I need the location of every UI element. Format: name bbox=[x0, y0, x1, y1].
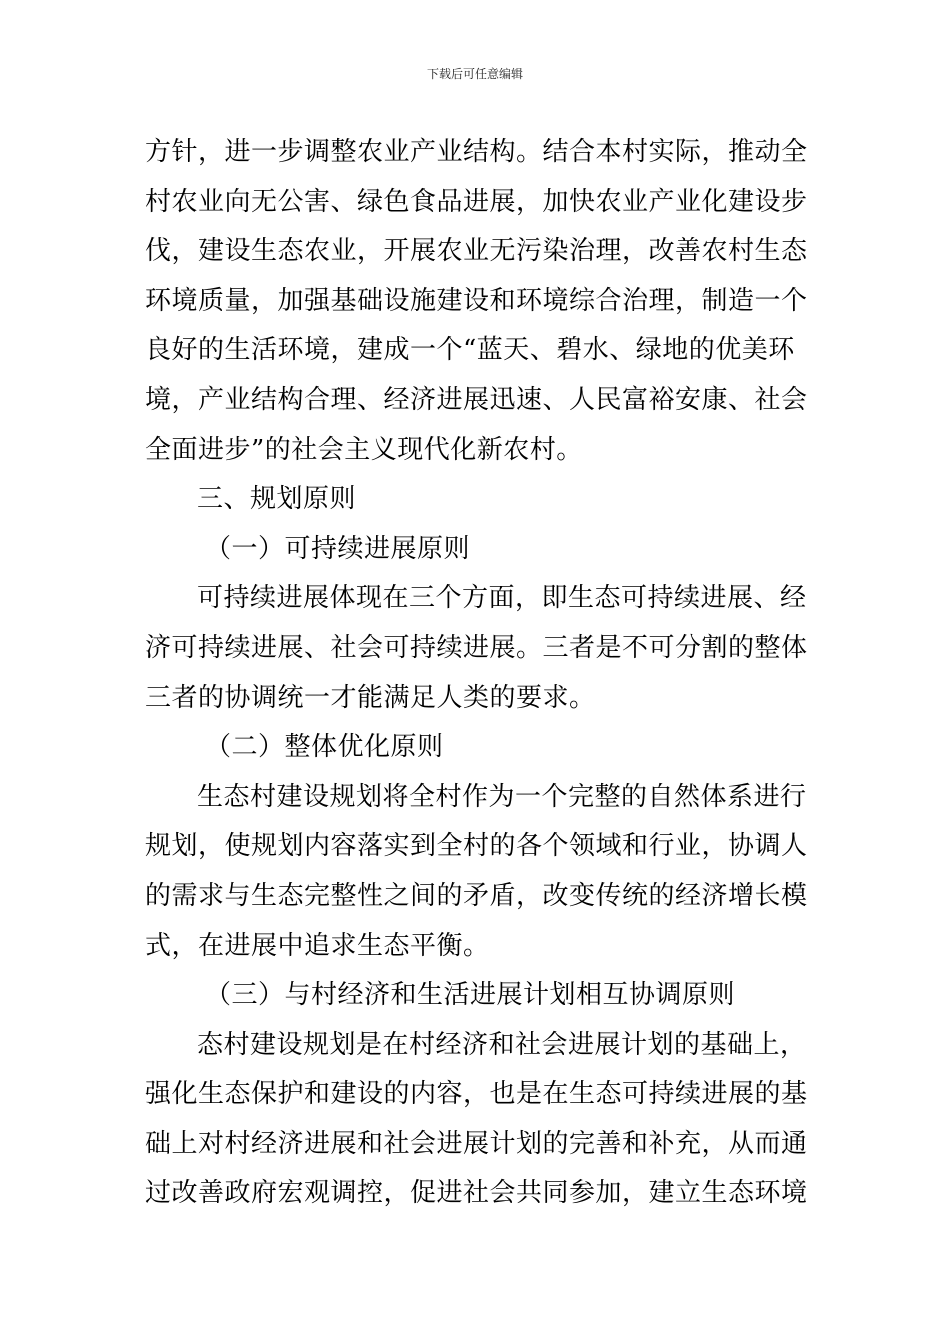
page-header: 下载后可任意编辑 bbox=[426, 67, 523, 81]
paragraph-line: 村农业向无公害、绿色食品进展，加快农业产业化建设步 bbox=[145, 186, 808, 217]
paragraph-line: 伐，建设生态农业，开展农业无污染治理，改善农村生态 bbox=[145, 236, 808, 267]
paragraph-line: 方针，进一步调整农业产业结构。结合本村实际，推动全 bbox=[145, 137, 808, 167]
paragraph-line: 规划，使规划内容落实到全村的各个领域和行业，协调人 bbox=[145, 831, 808, 862]
paragraph-line: 良好的生活环境，建成一个“蓝天、碧水、绿地的优美环 bbox=[145, 335, 795, 366]
subsection-heading: （二）整体优化原则 bbox=[205, 732, 444, 763]
paragraph-line: 过改善政府宏观调控，促进社会共同参加，建立生态环境 bbox=[145, 1178, 808, 1209]
paragraph-line: 可持续进展体现在三个方面，即生态可持续进展、经 bbox=[197, 583, 807, 614]
paragraph-line: 境，产业结构合理、经济进展迅速、人民富裕安康、社会 bbox=[145, 384, 808, 415]
subsection-heading: （三）与村经济和生活进展计划相互协调原则 bbox=[205, 980, 736, 1011]
paragraph-line: 济可持续进展、社会可持续进展。三者是不可分割的整体 bbox=[145, 632, 808, 663]
subsection-heading: （一）可持续进展原则 bbox=[205, 533, 471, 564]
section-heading: 三、规划原则 bbox=[197, 484, 357, 515]
paragraph-line: 础上对村经济进展和社会进展计划的完善和补充，从而通 bbox=[145, 1128, 808, 1159]
paragraph-line: 强化生态保护和建设的内容，也是在生态可持续进展的基 bbox=[145, 1079, 808, 1110]
paragraph-line: 式，在进展中追求生态平衡。 bbox=[145, 930, 490, 961]
paragraph-line: 态村建设规划是在村经济和社会进展计划的基础上， bbox=[197, 1029, 807, 1060]
paragraph-line: 生态村建设规划将全村作为一个完整的自然体系进行 bbox=[197, 781, 807, 812]
paragraph-line: 三者的协调统一才能满足人类的要求。 bbox=[145, 682, 596, 713]
paragraph-line: 的需求与生态完整性之间的矛盾，改变传统的经济增长模 bbox=[145, 880, 808, 911]
document-body bbox=[145, 128, 825, 1219]
paragraph-line: 环境质量，加强基础设施建设和环境综合治理，制造一个 bbox=[145, 285, 808, 316]
paragraph-line: 全面进步”的社会主义现代化新农村。 bbox=[145, 434, 583, 465]
